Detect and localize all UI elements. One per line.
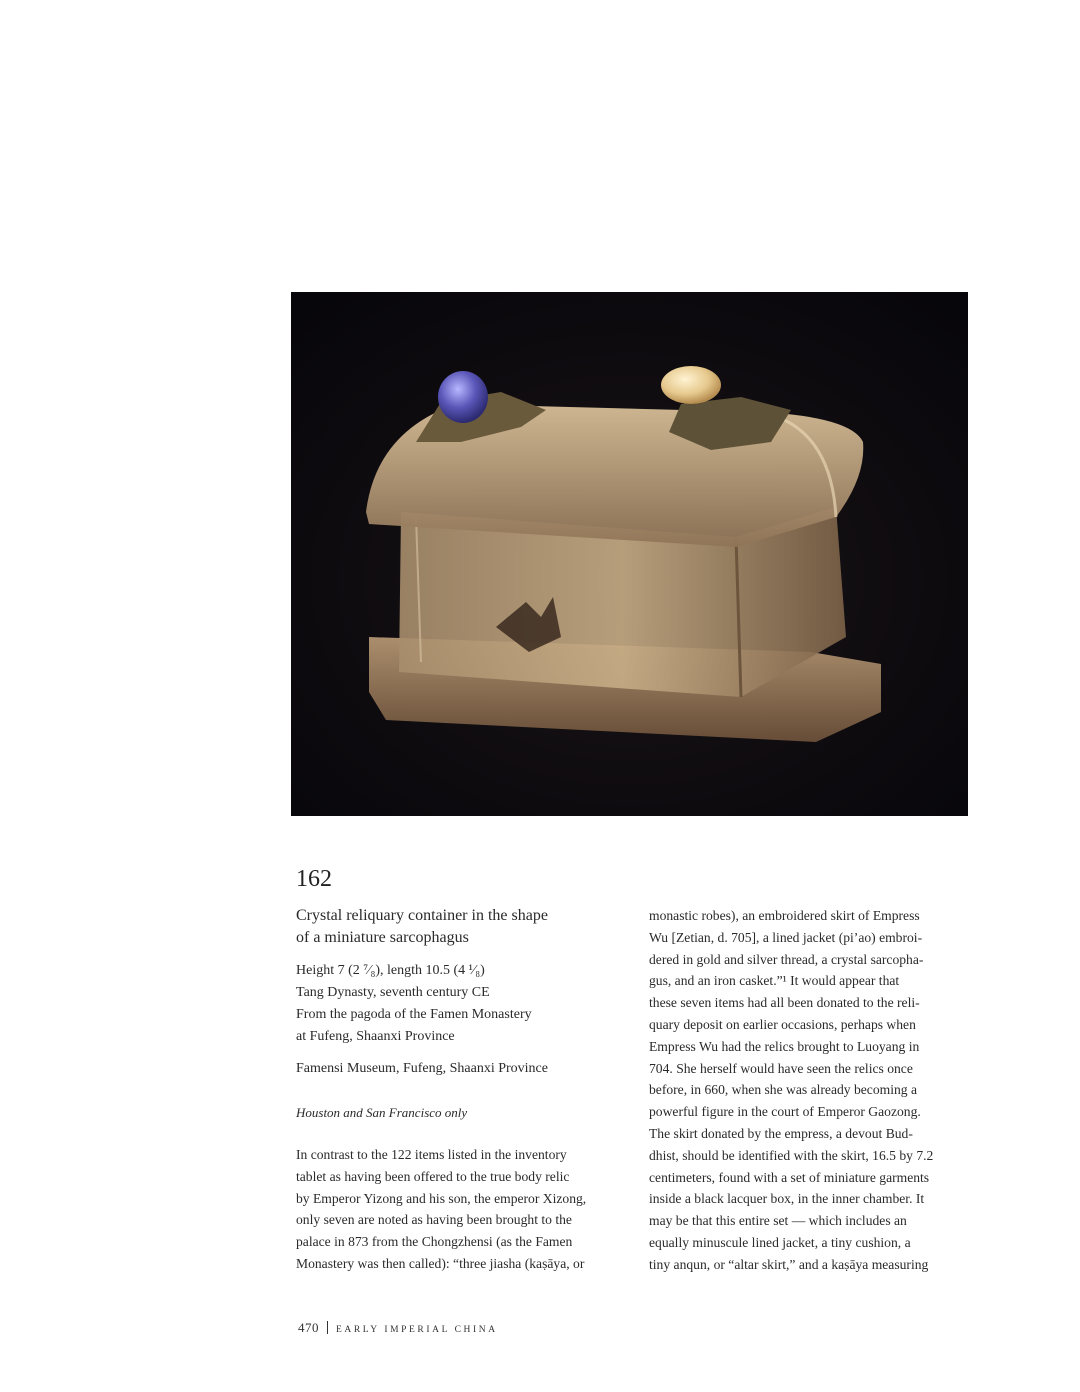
catalog-number: 162 [296,866,332,892]
text-line: monastic robes), an embroidered skirt of Empress [649,908,920,923]
text-line: only seven are noted as having been brought to the [296,1212,572,1228]
text-line: by Emperor Yizong and his son, the emperor Xizong, [296,1190,587,1206]
text-line: tiny anqun, or “altar skirt,” and a kaṣāya measuring [649,1256,929,1272]
text-line: quary deposit on earlier occasions, perhaps when [649,1016,916,1032]
museum-credit: Famensi Museum, Fufeng, Shaanxi Province [296,1061,548,1076]
text-line: equally minuscule lined jacket, a tiny cushion, a [649,1234,911,1250]
crystal-sarcophagus-illustration [291,292,968,816]
title-line: Crystal reliquary container in the shape [296,907,548,924]
title-line: of a miniature sarcophagus [296,929,469,946]
provenance-line: at Fufeng, Shaanxi Province [296,1029,455,1044]
dimensions: Height 7 (2 ⁷⁄₈), length 10.5 (4 ¹⁄₈) [296,963,485,978]
running-head: EARLY IMPERIAL CHINA [336,1325,498,1335]
text-line: gus, and an iron casket.”¹ It would appear that [649,973,900,989]
footer-divider [327,1321,328,1334]
text-line: Monastery was then called): “three jiasha (kaṣāya, or [296,1255,585,1271]
text-line: these seven items had all been donated to the reli- [649,995,920,1011]
text-line: dhist, should be identified with the skirt, 16.5 by 7.2 [649,1147,934,1163]
text-line: 704. She herself would have seen the relics once [649,1060,913,1076]
venue-note: Houston and San Francisco only [296,1105,468,1120]
body-text-right-column [649,905,933,1276]
text-line: palace in 873 from the Chongzhensi (as the Famen [296,1234,573,1250]
text-line: inside a black lacquer box, in the inner chamber. It [649,1191,925,1207]
page-footer [298,1320,498,1336]
text-line: centimeters, found with a set of miniature garments [649,1169,930,1185]
text-line: Empress Wu had the relics brought to Luoyang in [649,1038,920,1054]
provenance-line: From the pagoda of the Famen Monastery [296,1007,532,1022]
object-title [296,905,616,949]
text-line: Wu [Zetian, d. 705], a lined jacket (pi’ao) embroi- [649,929,923,945]
text-line: may be that this entire set — which includes an [649,1213,907,1229]
amber-stone [661,366,721,404]
text-line: powerful figure in the court of Emperor Gaozong. [649,1104,921,1120]
blue-sapphire-stone [438,371,488,423]
text-line: tablet as having been offered to the true body relic [296,1168,570,1184]
text-line: dered in gold and silver thread, a crystal sarcopha- [649,951,924,967]
object-metadata [296,960,616,1048]
page-number: 470 [298,1320,319,1335]
text-line: before, in 660, when she was already becoming a [649,1082,918,1098]
reliquary-photo [291,292,968,816]
text-line: The skirt donated by the empress, a devout Bud- [649,1125,913,1141]
body-text-left-column [296,1144,586,1275]
text-line: In contrast to the 122 items listed in the inventory [296,1147,567,1162]
period: Tang Dynasty, seventh century CE [296,985,490,1000]
